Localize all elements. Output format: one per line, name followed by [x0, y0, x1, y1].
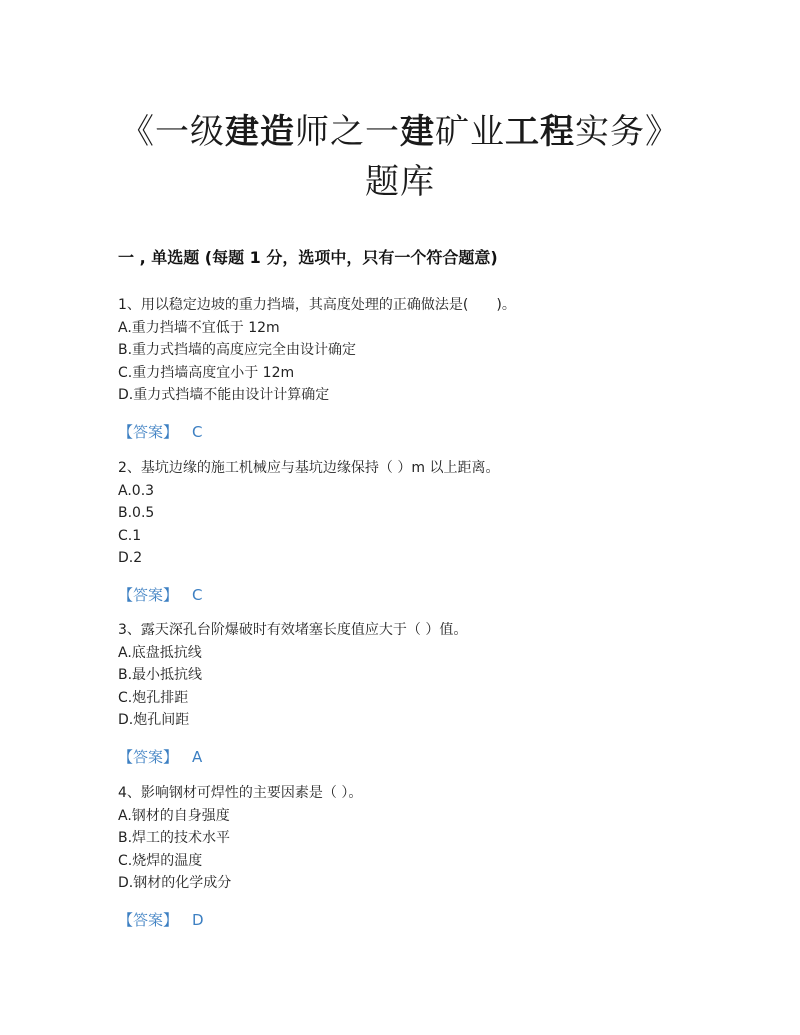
answer-line	[118, 584, 718, 606]
title-part: 师之一	[295, 112, 400, 152]
question-option-c: C.烧焊的温度	[118, 852, 203, 869]
answer-line	[118, 746, 718, 768]
question-option-c: C.炮孔排距	[118, 689, 189, 706]
question-option-b: B.焊工的技术水平	[118, 830, 231, 846]
question-stem: 1、用以稳定边坡的重力挡墙，其高度处理的正确做法是( )。	[118, 297, 516, 313]
answer-value: C	[192, 585, 203, 604]
question-option-d: D.钢材的化学成分	[118, 875, 232, 891]
answer-label: 【答案】	[118, 910, 179, 929]
question-1	[118, 294, 718, 443]
answer-label: 【答案】	[118, 422, 179, 441]
question-stem: 4、影响钢材可焊性的主要因素是（ ）。	[118, 785, 363, 801]
question-option-a: A.钢材的自身强度	[118, 807, 230, 824]
answer-line	[118, 909, 718, 931]
question-option-c: C.重力挡墙高度宜小于 12m	[118, 364, 295, 381]
question-option-d: D.炮孔间距	[118, 712, 190, 728]
document-title-line-1	[0, 108, 800, 156]
title-part: 建	[400, 112, 435, 152]
question-option-c: C.1	[118, 527, 142, 544]
question-3	[118, 619, 718, 768]
answer-value: A	[192, 747, 203, 766]
title-part: 工程	[505, 112, 575, 152]
question-option-b: B.重力式挡墙的高度应完全由设计确定	[118, 342, 357, 358]
question-option-b: B.最小抵抗线	[118, 667, 203, 683]
question-stem: 3、露天深孔台阶爆破时有效堵塞长度值应大于（ ）值。	[118, 622, 468, 638]
title-part: 矿业	[435, 112, 505, 152]
question-option-d: D.重力式挡墙不能由设计计算确定	[118, 387, 330, 403]
answer-value: D	[192, 910, 204, 929]
title-part: 实务》	[575, 112, 680, 152]
question-option-b: B.0.5	[118, 505, 155, 521]
title-part: 建造	[225, 112, 295, 152]
question-option-a: A.底盘抵抗线	[118, 644, 202, 661]
question-option-a: A.重力挡墙不宜低于 12m	[118, 319, 280, 336]
question-option-a: A.0.3	[118, 482, 155, 499]
question-stem: 2、基坑边缘的施工机械应与基坑边缘保持（ ）m 以上距离。	[118, 460, 500, 476]
answer-line	[118, 421, 718, 443]
section-heading: 一 , 单选题 (每题 1 分，选项中，只有一个符合题意)	[118, 248, 498, 267]
answer-label: 【答案】	[118, 747, 179, 766]
question-4	[118, 782, 718, 931]
question-2	[118, 457, 718, 606]
document-title-line-2: 题库	[365, 162, 435, 202]
title-part: 《一级	[120, 112, 225, 152]
answer-label: 【答案】	[118, 585, 179, 604]
question-option-d: D.2	[118, 550, 143, 566]
answer-value: C	[192, 422, 203, 441]
